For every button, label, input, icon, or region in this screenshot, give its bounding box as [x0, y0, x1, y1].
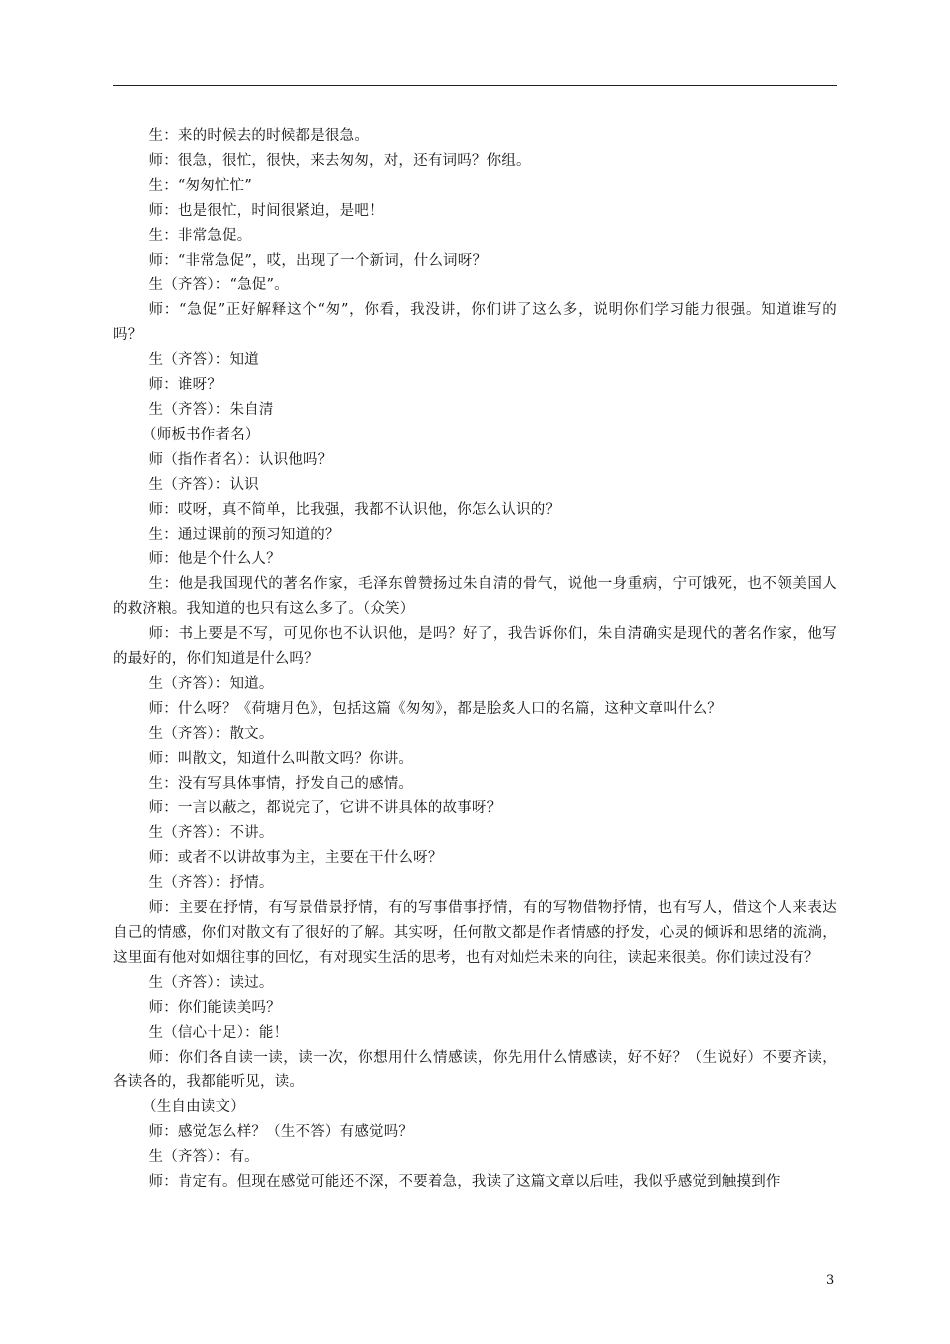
paragraph: 生（齐答）：不讲。 — [148, 825, 274, 842]
paragraph: 师：感觉怎么样？（生不答）有感觉吗？ — [148, 1124, 414, 1141]
paragraph: 生：他是我国现代的著名作家，毛泽东曾赞扬过朱自清的骨气，说他一身重病，宁可饿死，也不领美国人的救济粮。我知道的也只有这么多了。（众笑） — [113, 576, 837, 618]
paragraph: 师：你们能读美吗？ — [148, 999, 281, 1016]
paragraph: 师：也是很忙，时间很紧迫，是吧！ — [148, 202, 384, 219]
paragraph: 生：非常急促。 — [148, 227, 252, 244]
paragraph: 师：他是个什么人？ — [148, 551, 281, 568]
paragraph: 师：“急促”正好解释这个“匆”，你看，我没讲，你们讲了这么多，说明你们学习能力很强。知道谁写的吗？ — [113, 302, 837, 344]
paragraph: 师：什么呀？《荷塘月色》，包括这篇《匆匆》，都是脍炙人口的名篇，这种文章叫什么？ — [148, 700, 723, 717]
paragraph: 生（齐答）：朱自清 — [148, 401, 274, 418]
paragraph: 师：一言以蔽之，都说完了，它讲不讲具体的故事呀？ — [148, 800, 502, 817]
paragraph: 生（齐答）：有。 — [148, 1149, 259, 1166]
paragraph: 生：来的时候去的时候都是很急。 — [148, 128, 370, 144]
paragraph: 生：“匆匆忙忙” — [148, 177, 252, 194]
document-body — [113, 124, 837, 1195]
paragraph: 师：很急，很忙，很快，来去匆匆，对，还有词吗？你组。 — [148, 152, 531, 169]
stage-direction: （师板书作者名） — [142, 426, 260, 443]
paragraph: 师：主要在抒情，有写景借景抒情，有的写事借事抒情，有的写物借物抒情，也有写人，借这个人来表达自己的情感，你们对散文有了很好的了解。其实呀，任何散文都是作者情感的抒发，心灵的倾诉和思绪的流淌，这里面有他对如烟往事的回忆，有对现实生活的思考，也有对灿烂未来的向往，读起来很美。你们读过没有？ — [113, 900, 837, 966]
paragraph: 师：肯定有。但现在感觉可能还不深，不要着急，我读了这篇文章以后哇，我似乎感觉到触摸到作 — [148, 1174, 781, 1191]
paragraph: 师：或者不以讲故事为主，主要在干什么呀？ — [148, 850, 443, 867]
paragraph: 生（信心十足）：能！ — [148, 1024, 289, 1041]
paragraph: 师：哎呀，真不简单，比我强，我都不认识他，你怎么认识的？ — [148, 501, 561, 518]
page-number: 3 — [826, 1273, 835, 1288]
paragraph: 生（齐答）：知道。 — [148, 675, 274, 692]
paragraph: 生：通过课前的预习知道的？ — [148, 526, 340, 543]
paragraph: 生（齐答）：散文。 — [148, 725, 274, 742]
stage-direction: （生自由读文） — [142, 1099, 245, 1116]
paragraph: 生（齐答）：认识 — [148, 476, 259, 493]
paragraph: 师：你们各自读一读，读一次，你想用什么情感读，你先用什么情感读，好不好？（生说好）不要齐读，各读各的，我都能听见，读。 — [113, 1049, 837, 1091]
paragraph: 生（齐答）：读过。 — [148, 974, 274, 991]
paragraph: 生（齐答）：“急促”。 — [148, 277, 289, 294]
paragraph: 师：书上要是不写，可见你也不认识他，是吗？好了，我告诉你们，朱自清确实是现代的著名作家，他写的最好的，你们知道是什么吗？ — [113, 626, 837, 668]
paragraph: 师：谁呀？ — [148, 377, 223, 394]
header-rule — [113, 85, 837, 86]
paragraph: 师：叫散文，知道什么叫散文吗？你讲。 — [148, 750, 414, 767]
paragraph: 师：“非常急促”，哎，出现了一个新词，什么词呀？ — [148, 252, 488, 269]
paragraph: 生（齐答）：抒情。 — [148, 875, 274, 892]
paragraph: 师（指作者名）：认识他吗？ — [148, 451, 333, 468]
paragraph: 生：没有写具体事情，抒发自己的感情。 — [148, 775, 414, 792]
paragraph: 生（齐答）：知道 — [148, 352, 259, 369]
